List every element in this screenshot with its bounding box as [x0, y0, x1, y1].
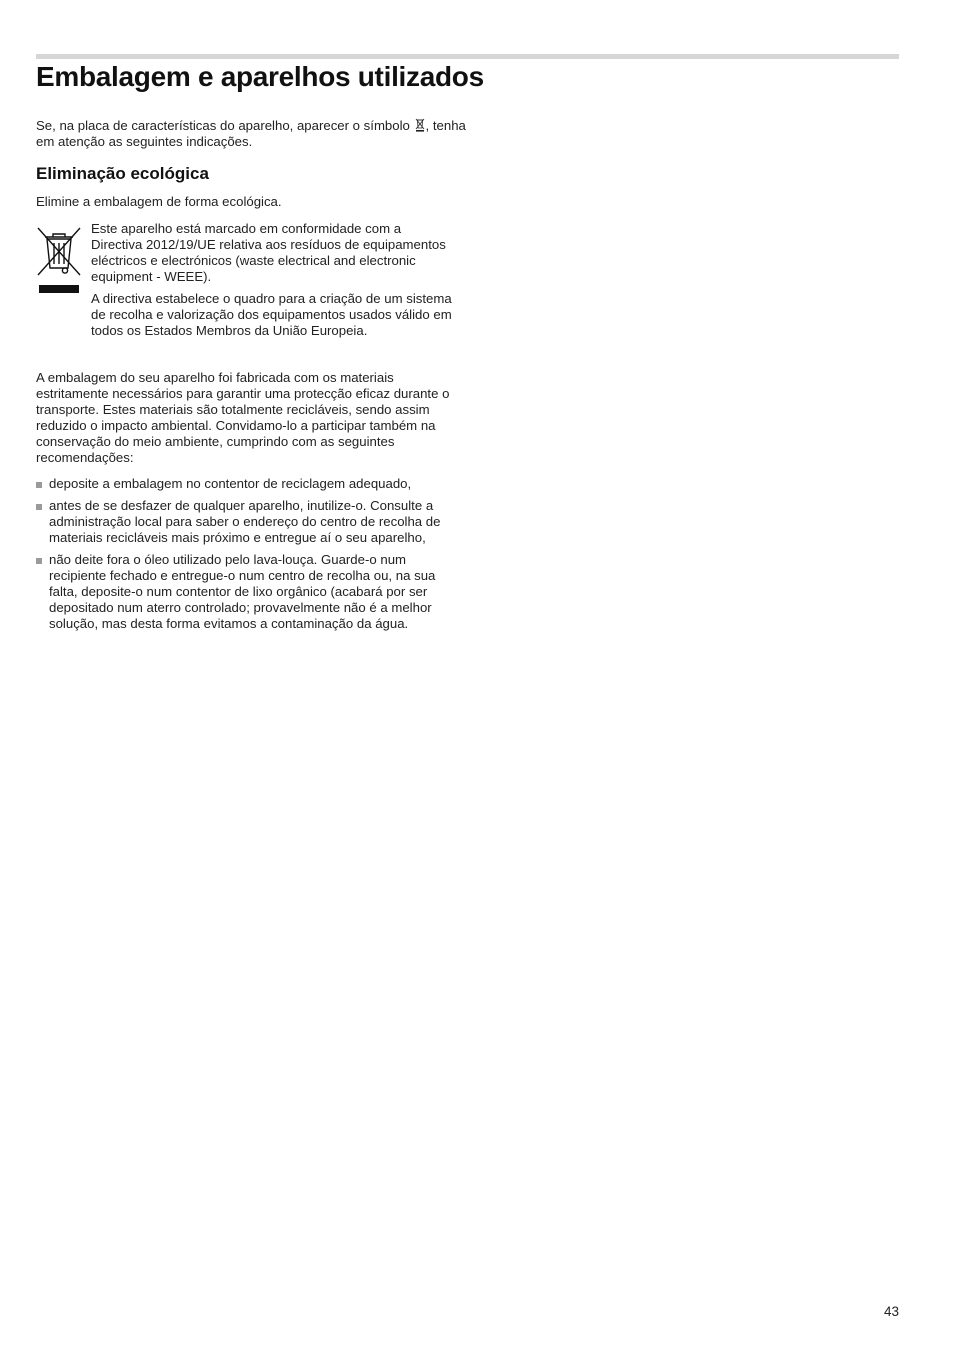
bullet-square-icon [36, 504, 42, 510]
packaging-paragraph: A embalagem do seu aparelho foi fabricada com os materiais estritamente necessários para garantir uma protecção eficaz durante o transporte. Estes materiais são totalmente recicláveis, sendo assim reduzido o impacto ambiental. Convidamo-lo a participar também na conservação do meio ambiente, cumprindo com as seguintes recomendações: [36, 370, 450, 465]
page-number: 43 [883, 1304, 899, 1319]
weee-paragraph-framework: A directiva estabelece o quadro para a criação de um sistema de recolha e valorização dos equipamentos usados válido em todos os Estados Membros da União Europeia. [91, 291, 452, 338]
recommendations-list [36, 476, 456, 638]
intro-paragraph [36, 118, 466, 150]
top-rule [36, 54, 899, 59]
intro-text-start: Se, na placa de características do aparelho, aparecer o símbolo [36, 118, 414, 133]
section-heading: Eliminação ecológica [36, 164, 209, 183]
list-item [36, 552, 456, 632]
list-item [36, 498, 456, 546]
weee-text [91, 221, 456, 339]
bullet-square-icon [36, 558, 42, 564]
bullet-square-icon [36, 482, 42, 488]
list-item-text: antes de se desfazer de qualquer aparelho, inutilize-o. Consulte a administração local para saber o endereço do centro de recolha de materiais recicláveis mais próximo e entregue aí o seu aparelho, [49, 498, 441, 545]
list-item-text: não deite fora o óleo utilizado pelo lava-louça. Guarde-o num recipiente fechado e entregue-o num centro de recolha ou, na sua falta, deposite-o num contentor de lixo orgânico (acabará por ser depositado num aterro controlado; provavelmente não é a melhor solução, mas desta forma evitamos a contaminação da água. [49, 552, 436, 631]
list-item [36, 476, 456, 492]
intro-text-end: , tenha em atenção as seguintes indicações. [36, 118, 466, 149]
crossed-out-wheelie-bin-icon [36, 225, 82, 295]
list-item-text: deposite a embalagem no contentor de reciclagem adequado, [49, 476, 412, 491]
lead-text: Elimine a embalagem de forma ecológica. [36, 194, 282, 209]
weee-paragraph-directive: Este aparelho está marcado em conformidade com a Directiva 2012/19/UE relativa aos resíduos de equipamentos eléctricos e electrónicos (waste electrical and electronic equipment - WEEE). [91, 221, 446, 284]
page-title: Embalagem e aparelhos utilizados [36, 61, 484, 92]
crossed-out-wheelie-bin-icon [415, 118, 425, 132]
